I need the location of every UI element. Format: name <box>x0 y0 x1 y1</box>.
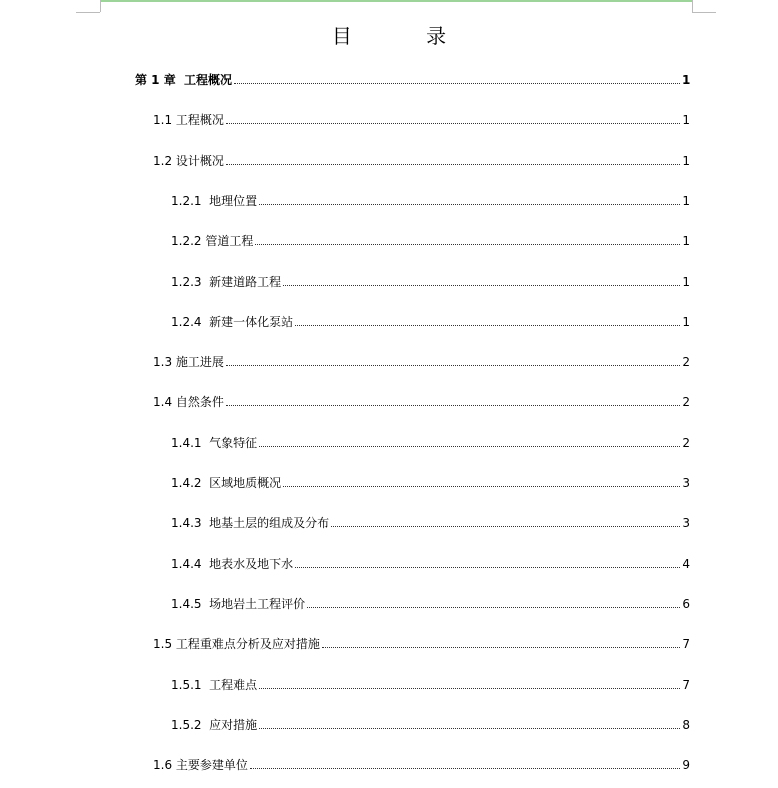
toc-page-number: 1 <box>682 234 690 249</box>
toc-page-number: 3 <box>682 476 690 490</box>
toc-dot-leader <box>226 122 680 124</box>
page-corner-mark-right <box>692 12 716 13</box>
toc-entry[interactable] <box>135 65 690 87</box>
toc-entry-label: 1.4.4 地表水及地下水 <box>171 556 294 571</box>
toc-page-number: 1 <box>682 73 691 87</box>
toc-dot-leader <box>259 203 680 205</box>
toc-dot-leader <box>295 324 680 326</box>
toc-dot-leader <box>295 566 680 568</box>
toc-entry[interactable] <box>153 629 690 651</box>
toc-page-number: 6 <box>682 596 690 611</box>
toc-entry[interactable] <box>153 347 690 369</box>
toc-entry-label: 1.1 工程概况 <box>153 113 224 128</box>
toc-page-number: 8 <box>682 717 690 732</box>
toc-entry[interactable] <box>153 750 690 772</box>
toc-entry[interactable] <box>171 468 690 490</box>
toc-entry[interactable] <box>153 387 690 409</box>
toc-entry-label: 1.4.3 地基土层的组成及分布 <box>171 516 330 531</box>
toc-entry[interactable] <box>171 670 690 692</box>
toc-page-number: 7 <box>682 637 690 652</box>
toc-page-number: 1 <box>682 193 690 208</box>
toc-entry[interactable] <box>153 105 690 127</box>
toc-entry-label: 1.2.3 新建道路工程 <box>171 274 282 289</box>
toc-entry-label: 1.6 主要参建单位 <box>153 758 248 773</box>
toc-entry-label: 1.2.4 新建一体化泵站 <box>171 314 294 329</box>
page-corner-mark-left <box>76 12 100 13</box>
toc-page-number: 1 <box>682 314 690 329</box>
toc-entry[interactable] <box>171 710 690 732</box>
toc-entry[interactable] <box>171 307 690 329</box>
toc-entry-label: 1.2 设计概况 <box>153 153 224 168</box>
toc-page-number: 2 <box>682 435 690 450</box>
toc-page-number: 4 <box>682 556 690 571</box>
toc-entry-label: 1.3 施工进展 <box>153 355 224 370</box>
toc-page-number: 1 <box>682 153 690 168</box>
toc-entry-label: 第 1 章 工程概况 <box>135 73 233 87</box>
toc-entry[interactable] <box>171 267 690 289</box>
toc-dot-leader <box>255 243 680 245</box>
page-top-border <box>100 0 692 2</box>
toc-entry[interactable] <box>171 226 690 248</box>
page-corner-mark-right-vertical <box>692 0 693 12</box>
toc-dot-leader <box>250 767 680 769</box>
toc-page-number: 1 <box>682 274 690 289</box>
toc-dot-leader <box>226 364 680 366</box>
toc-dot-leader <box>234 82 680 84</box>
toc-dot-leader <box>259 445 680 447</box>
toc-page-number: 7 <box>682 677 690 692</box>
toc-dot-leader <box>259 727 680 729</box>
toc-dot-leader <box>226 404 680 406</box>
toc-entry[interactable] <box>153 146 690 168</box>
toc-entry-label: 1.4.2 区域地质概况 <box>171 476 282 490</box>
toc-title: 目 录 <box>331 24 481 48</box>
toc-entry-label: 1.5.2 应对措施 <box>171 717 258 732</box>
toc-entry[interactable] <box>171 549 690 571</box>
toc-page-number: 3 <box>682 516 690 531</box>
toc-dot-leader <box>307 606 680 608</box>
toc-entry-label: 1.4.1 气象特征 <box>171 435 258 450</box>
toc-entry[interactable] <box>171 589 690 611</box>
toc-page-number: 9 <box>682 758 690 773</box>
toc-dot-leader <box>322 646 680 648</box>
toc-dot-leader <box>283 284 680 286</box>
toc-entry-label: 1.4.5 场地岩土工程评价 <box>171 596 306 611</box>
toc-entry-label: 1.5.1 工程难点 <box>171 677 258 692</box>
toc-entry[interactable] <box>171 428 690 450</box>
toc-entry-label: 1.2.1 地理位置 <box>171 193 258 208</box>
toc-dot-leader <box>283 485 680 487</box>
toc-dot-leader <box>331 525 680 527</box>
toc-page-number: 2 <box>682 395 690 410</box>
toc-dot-leader <box>226 163 680 165</box>
toc-page-number: 1 <box>682 113 690 128</box>
toc-entry-label: 1.4 自然条件 <box>153 395 224 410</box>
toc-page-number: 2 <box>682 355 690 370</box>
page-corner-mark-left-vertical <box>100 0 101 12</box>
toc-entry[interactable] <box>171 186 690 208</box>
toc-entry[interactable] <box>171 508 690 530</box>
toc-entry-label: 1.5 工程重难点分析及应对措施 <box>153 637 320 652</box>
toc-entry-label: 1.2.2 管道工程 <box>171 234 254 249</box>
toc-dot-leader <box>259 687 680 689</box>
